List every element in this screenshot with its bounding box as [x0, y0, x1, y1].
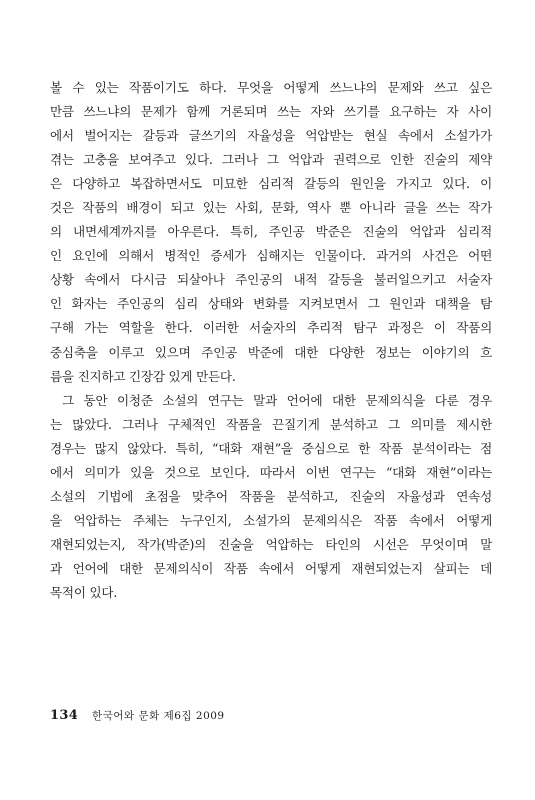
text-line: 에서 의미가 있을 것으로 보인다. 따라서 이번 연구는 “대화 재현”이라는	[50, 464, 492, 480]
journal-title: 한국어와 문화 제6집 2009	[92, 710, 225, 722]
text-line: 소설의 기법에 초점을 맞추어 작품을 분석하고, 진술의 자율성과 연속성	[50, 488, 492, 504]
text-line: 목적이 있다.	[50, 584, 118, 600]
text-line: 볼 수 있는 작품이기도 하다. 무엇을 어떻게 쓰느냐의 문제와 쓰고 싶은	[50, 80, 492, 95]
text-line: 재현되었는지, 작가(박준)의 진술을 억압하는 타인의 시선은 무엇이며 말	[50, 536, 492, 552]
text-line: 은 다양하고 복잡하면서도 미묘한 심리적 갈등의 원인을 가지고 있다. 이	[50, 176, 492, 192]
text-line: 중심축을 이루고 있으며 주인공 박준에 대한 다양한 정보는 이야기의 흐	[50, 344, 492, 360]
body-text	[50, 76, 492, 605]
text-line: 경우는 많지 않았다. 특히, “대화 재현”을 중심으로 한 작품 분석이라는 점	[50, 440, 492, 456]
text-line: 만큼 쓰느냐의 문제가 함께 거론되며 쓰는 자와 쓰기를 요구하는 자 사이	[50, 104, 492, 120]
text-line: 겪는 고충을 보여주고 있다. 그러나 그 억압과 권력으로 인한 진술의 제약	[50, 152, 492, 168]
text-line: 인 요인에 의해서 병적인 증세가 심해지는 인물이다. 과거의 사건은 어떤	[50, 248, 492, 264]
text-line: 는 많았다. 그러나 구체적인 작품을 끈질기게 분석하고 그 의미를 제시한	[50, 416, 492, 432]
page-footer	[50, 708, 225, 723]
text-line: 을 억압하는 주체는 누구인지, 소설가의 문제의식은 작품 속에서 어떻게	[50, 512, 492, 528]
text-line: 인 화자는 주인공의 심리 상태와 변화를 지켜보면서 그 원인과 대책을 탐	[50, 296, 492, 312]
text-line: 에서 벌어지는 갈등과 글쓰기의 자율성을 억압받는 현실 속에서 소설가가	[50, 128, 492, 144]
text-line: 름을 진지하고 긴장감 있게 만든다.	[50, 368, 236, 384]
text-line: 구해 가는 역할을 한다. 이러한 서술자의 추리적 탐구 과정은 이 작품의	[50, 320, 492, 336]
text-line: 것은 작품의 배경이 되고 있는 사회, 문화, 역사 뿐 아니라 글을 쓰는 작가	[50, 200, 492, 216]
page-number: 134	[50, 708, 79, 723]
text-line: 그 동안 이청준 소설의 연구는 말과 언어에 대한 문제의식을 다룬 경우	[62, 392, 492, 408]
paragraph	[50, 76, 492, 389]
text-line: 의 내면세계까지를 아우른다. 특히, 주인공 박준은 진술의 억압과 심리적	[50, 224, 492, 240]
text-line: 과 언어에 대한 문제의식이 작품 속에서 어떻게 재현되었는지 살피는 데	[50, 560, 492, 576]
text-line: 상황 속에서 다시금 되살아나 주인공의 내적 갈등을 불러일으키고 서술자	[50, 272, 492, 288]
paragraph	[50, 389, 492, 605]
